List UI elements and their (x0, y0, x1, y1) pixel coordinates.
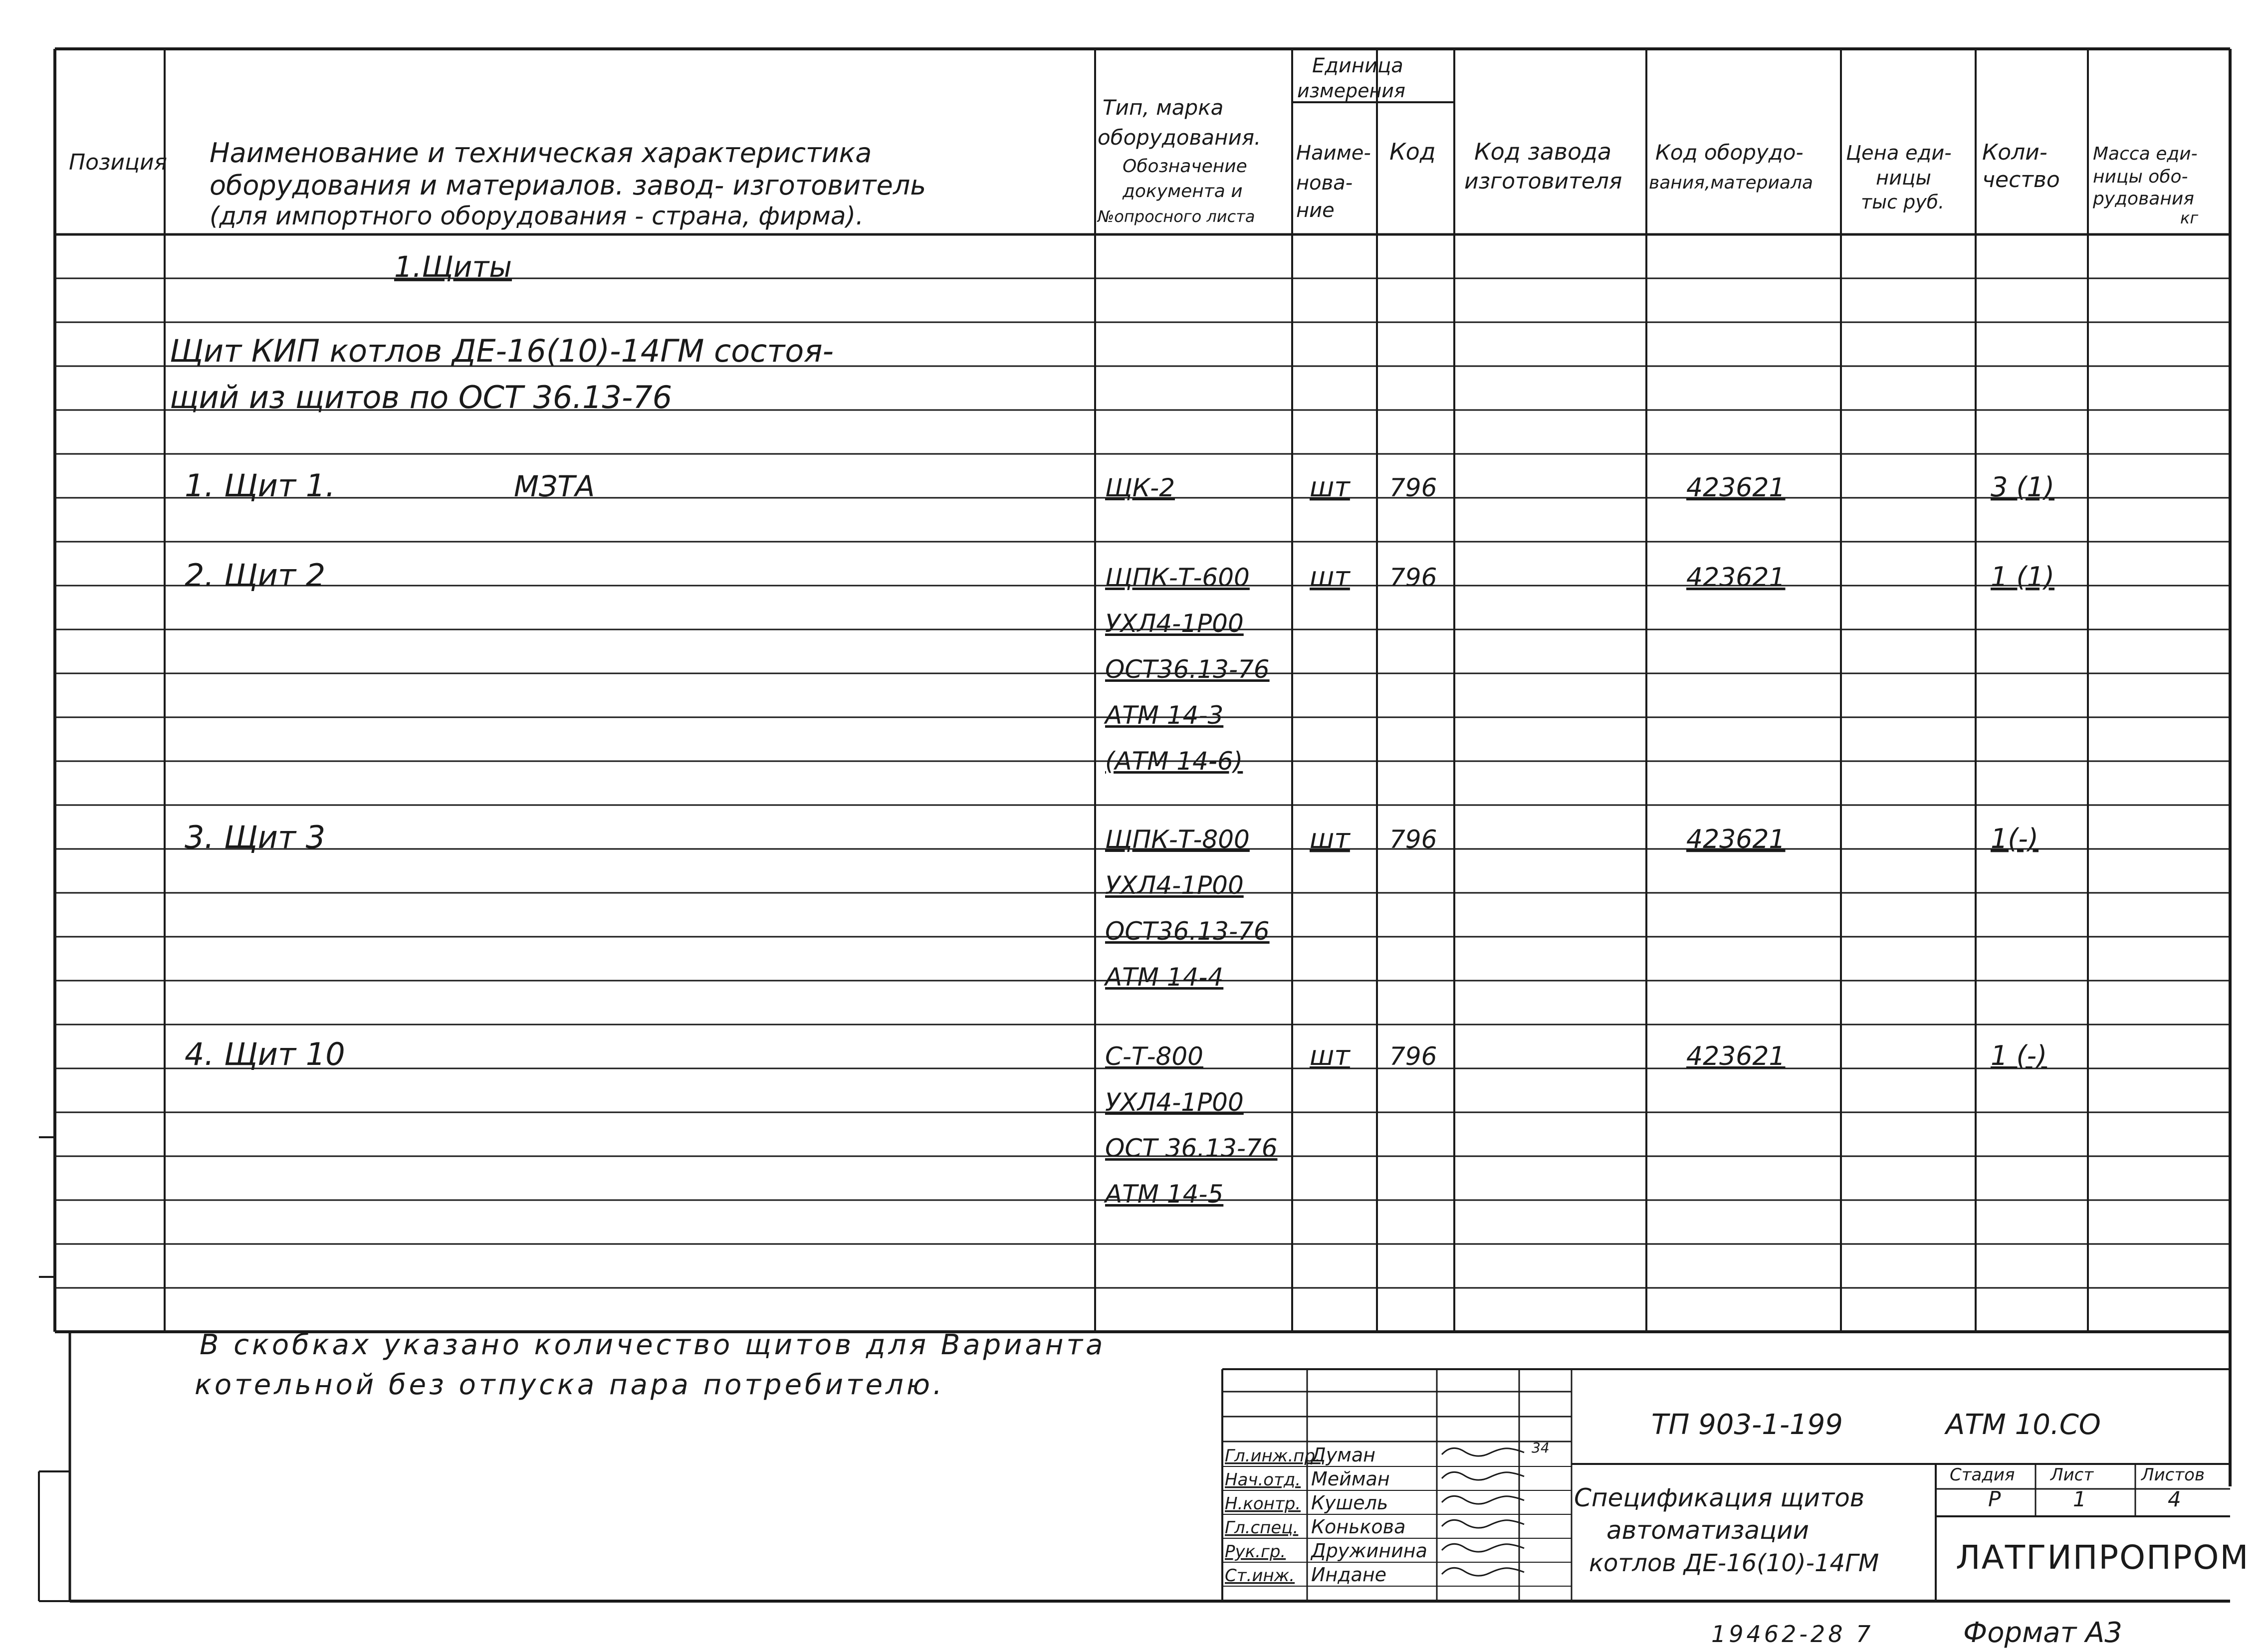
organization: ЛАТГИПРОПРОМ (1956, 1538, 2250, 1577)
header-name (210, 137, 926, 230)
signer-name: Мейман (1311, 1468, 1390, 1490)
header-type-line: №опросного листа (1098, 207, 1255, 226)
stage-value: Р (1988, 1487, 2001, 1511)
signature-scribble (1442, 1496, 1524, 1504)
item-equipment-code: 423621 (1686, 563, 1786, 593)
item-type: УХЛ4-1Р00 (1105, 1088, 1244, 1117)
item-type: ЩПК-Т-600 (1105, 563, 1250, 592)
signer-role: Нач.отд. (1225, 1470, 1301, 1490)
item-maker: МЗТА (514, 469, 595, 503)
header-mass-line: ницы обо- (2093, 167, 2188, 187)
item-equipment-code: 423621 (1686, 1041, 1786, 1071)
section-title: 1.Щиты (394, 250, 512, 284)
item-unit: шт (1310, 823, 1350, 854)
signer-name: Думан (1311, 1444, 1375, 1466)
item-quantity: 1 (1) (1991, 561, 2055, 593)
doc-title-line: котлов ДЕ-16(10)-14ГМ (1589, 1549, 1879, 1577)
sheet-label: Лист (2050, 1465, 2094, 1485)
doc-title-line: Спецификация щитов (1574, 1483, 1865, 1512)
item-unit: шт (1310, 1040, 1350, 1071)
header-unit-name (1296, 142, 1371, 222)
item-quantity: 1 (-) (1991, 1040, 2047, 1071)
header-quantity: Коли- (1982, 140, 2047, 165)
header-price-line: Цена еди- (1846, 142, 1952, 165)
item-quantity: 1(-) (1991, 823, 2039, 854)
item-type: (АТМ 14-6) (1105, 747, 1243, 776)
item-code: 796 (1389, 563, 1437, 592)
signer-name: Конькова (1311, 1516, 1406, 1538)
header-mass (2092, 144, 2198, 227)
item-unit: шт (1310, 561, 1350, 593)
header-unit-group: измерения (1297, 80, 1405, 102)
archive-number: 19462-28 7 (1711, 1621, 1874, 1648)
sheets-value: 4 (2168, 1487, 2181, 1511)
item-type: ЩПК-Т-800 (1105, 825, 1250, 854)
header-factory-code: Код завода (1474, 138, 1612, 165)
sheet-value: 1 (2073, 1487, 2086, 1511)
stage-label: Стадия (1950, 1465, 2015, 1485)
table-body (170, 250, 2054, 1209)
item-type: АТМ 14-3 (1105, 701, 1224, 730)
item-row (185, 819, 2039, 992)
intro-line: щий из щитов по ОСТ 36.13-76 (170, 379, 673, 415)
extra-mark: 34 (1532, 1440, 1550, 1456)
item-type: ОСТ36.13-76 (1105, 655, 1270, 684)
note-line: котельной без отпуска пара потребителю. (195, 1369, 945, 1401)
item-quantity: 3 (1) (1991, 471, 2055, 503)
item-type: АТМ 14-5 (1105, 1180, 1224, 1209)
item-code: 796 (1389, 473, 1437, 502)
header-quantity: чество (1982, 167, 2060, 193)
header-unit-name-line: нова- (1296, 172, 1353, 195)
header-type-line: Тип, марка (1103, 95, 1224, 120)
header-name-line: (для импортного оборудования - страна, фирма). (210, 202, 864, 230)
note-line: В скобках указано количество щитов для Варианта (200, 1329, 1106, 1361)
signature-scribble (1442, 1448, 1524, 1456)
item-type: УХЛ4-1Р00 (1105, 609, 1244, 638)
title-block (1225, 1409, 2249, 1586)
signer-role: Гл.спец. (1225, 1518, 1299, 1538)
signature-scribble (1442, 1472, 1524, 1480)
signer-role: Н.контр. (1225, 1494, 1301, 1514)
signature-scribble (1442, 1568, 1524, 1576)
item-row (185, 1036, 2047, 1209)
header-mass-line: Масса еди- (2093, 144, 2198, 164)
intro-line: Щит КИП котлов ДЕ-16(10)-14ГМ состоя- (170, 333, 834, 369)
signature-scribble (1442, 1520, 1524, 1528)
signer-name: Кушель (1311, 1492, 1388, 1514)
signer-name: Индане (1311, 1564, 1387, 1586)
header-unit-name-line: Наиме- (1296, 142, 1371, 165)
header-position: Позиция (69, 150, 168, 175)
item-equipment-code: 423621 (1686, 473, 1786, 503)
item-name: 1. Щит 1. (185, 467, 335, 504)
doc-title-line: автоматизации (1606, 1516, 1810, 1545)
item-type: УХЛ4-1Р00 (1105, 871, 1244, 900)
header-name-line: Наименование и техническая характеристика (210, 137, 872, 169)
header-unit-name-line: ние (1296, 199, 1335, 222)
footnote (195, 1329, 1106, 1401)
header-equipment-code: вания,материала (1649, 173, 1814, 193)
item-equipment-code: 423621 (1686, 825, 1786, 854)
header-equipment-code: Код оборудо- (1655, 140, 1804, 165)
header-type (1097, 95, 1261, 226)
item-unit: шт (1310, 471, 1350, 503)
header-mass-line: кг (2180, 208, 2199, 227)
header-factory-code: изготовителя (1464, 169, 1622, 194)
header-unit-group: Единица (1312, 54, 1403, 77)
doc-mark: АТМ 10.СО (1946, 1409, 2101, 1441)
signer-role: Рук.гр. (1225, 1542, 1286, 1562)
header-name-line: оборудования и материалов. завод- изготовитель (210, 170, 926, 201)
header-unit-code: Код (1389, 138, 1436, 165)
header-type-line: оборудования. (1098, 125, 1261, 150)
item-name: 3. Щит 3 (185, 819, 326, 855)
footer (1711, 1617, 2122, 1649)
signature-scribble (1442, 1544, 1524, 1552)
header-price (1846, 142, 1952, 213)
signer-role: Ст.инж. (1225, 1566, 1295, 1586)
item-type: ЩК-2 (1105, 473, 1175, 502)
header-price-line: тыс руб. (1861, 191, 1945, 213)
signer-role: Гл.инж.пр. (1225, 1446, 1321, 1466)
item-type: АТМ 14-4 (1105, 963, 1224, 992)
header-price-line: ницы (1876, 167, 1931, 190)
item-code: 796 (1389, 1042, 1437, 1071)
items (185, 467, 2054, 1209)
item-code: 796 (1389, 825, 1437, 854)
header-mass-line: рудования (2093, 189, 2194, 209)
item-type: С-Т-800 (1105, 1042, 1203, 1071)
item-row (185, 557, 2054, 776)
format-label: Формат А3 (1963, 1617, 2122, 1649)
signer-name: Дружинина (1311, 1540, 1427, 1562)
doc-code: ТП 903-1-199 (1651, 1409, 1843, 1441)
item-type: ОСТ 36.13-76 (1105, 1134, 1278, 1163)
header-type-line: документа и (1123, 181, 1243, 202)
table-header (69, 54, 2198, 230)
sheets-label: Листов (2141, 1465, 2205, 1485)
item-type: ОСТ36.13-76 (1105, 917, 1270, 946)
item-name: 4. Щит 10 (185, 1036, 345, 1072)
item-name: 2. Щит 2 (185, 557, 326, 594)
header-type-line: Обозначение (1123, 156, 1247, 177)
